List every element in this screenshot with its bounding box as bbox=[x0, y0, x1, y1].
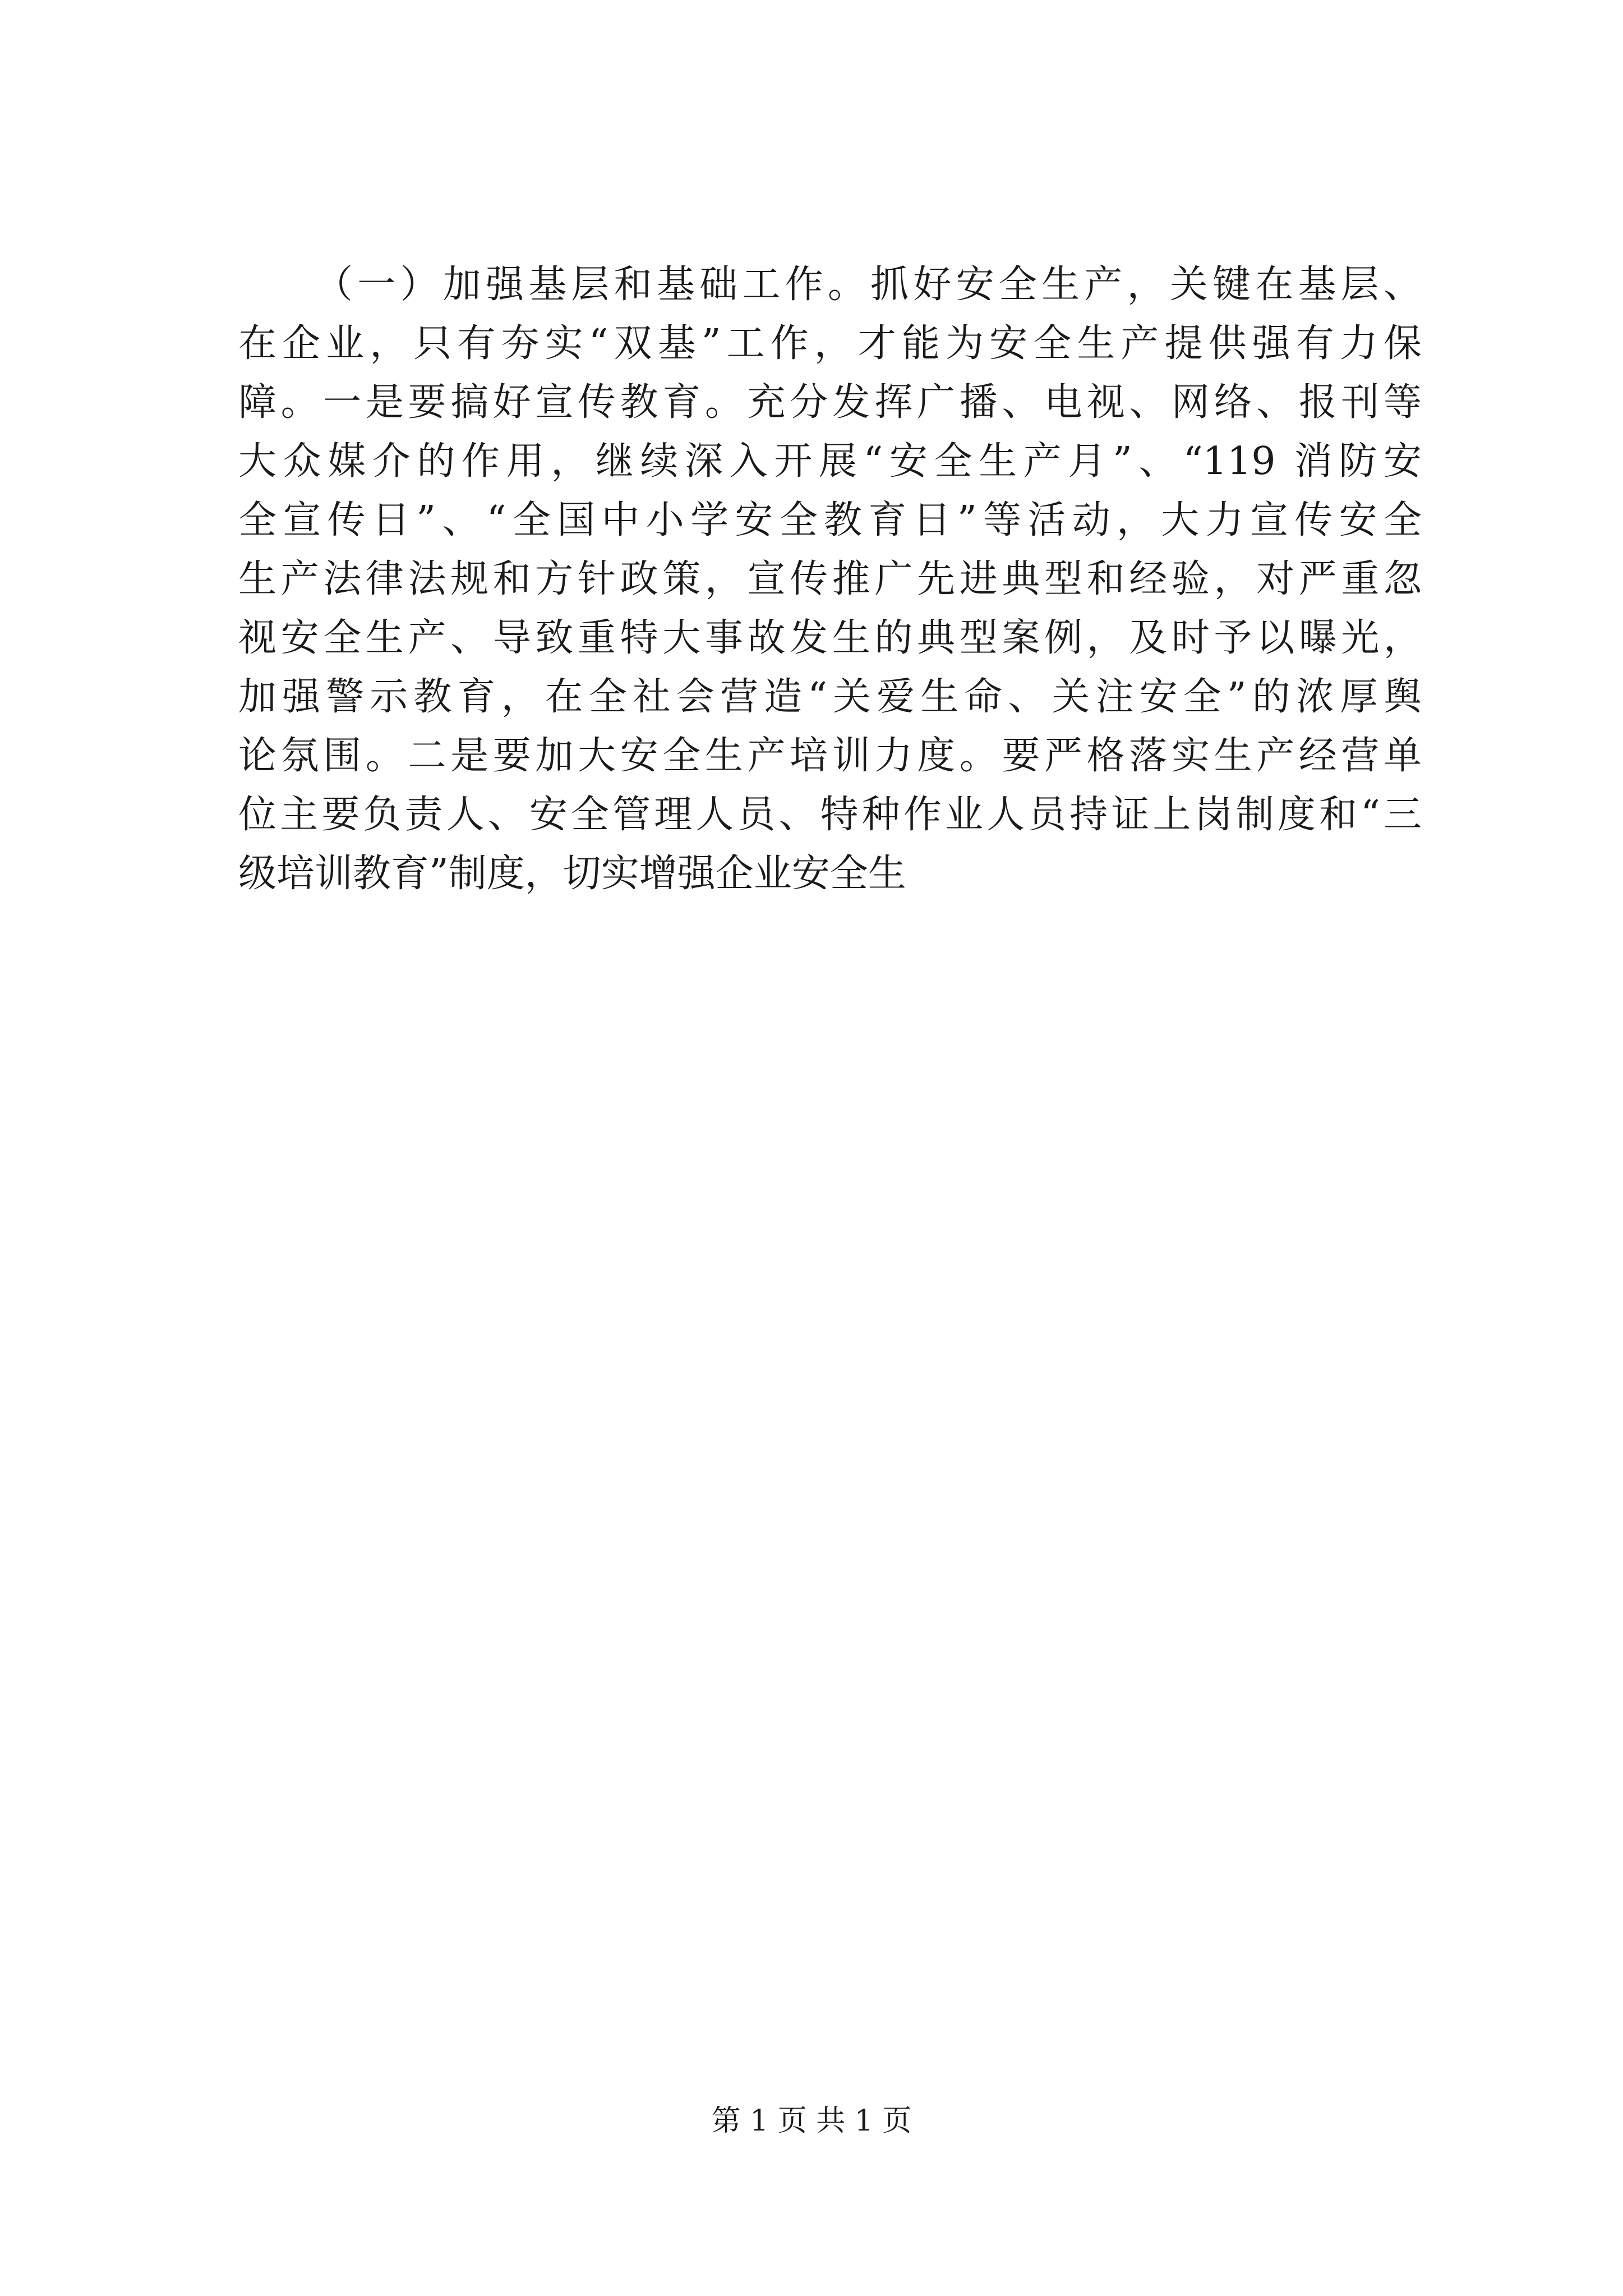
paragraph-line: 障。一是要搞好宣传教育。充分发挥广播、电视、网络、报刊等 bbox=[238, 380, 1422, 425]
paragraph-line: 加强警示教育，在全社会营造“关爱生命、关注安全”的浓厚舆 bbox=[238, 675, 1422, 719]
paragraph-line: 生产法律法规和方针政策，宣传推广先进典型和经验，对严重忽 bbox=[238, 557, 1422, 601]
paragraph-line: 视安全生产、导致重特大事故发生的典型案例，及时予以曝光， bbox=[238, 616, 1422, 660]
page-footer: 第 1 页 共 1 页 bbox=[711, 2104, 912, 2138]
paragraph-line: （一）加强基层和基础工作。抓好安全生产，关键在基层、 bbox=[315, 263, 1422, 307]
paragraph-line: 大众媒介的作用，继续深入开展“安全生产月”、“119 消防安 bbox=[238, 439, 1422, 484]
body-paragraph bbox=[238, 255, 1422, 903]
paragraph-line: 位主要负责人、安全管理人员、特种作业人员持证上岗制度和“三 bbox=[238, 793, 1422, 837]
paragraph-line: 论氛围。二是要加大安全生产培训力度。要严格落实生产经营单 bbox=[238, 734, 1422, 778]
paragraph-line: 级培训教育”制度，切实增强企业安全生 bbox=[238, 852, 906, 896]
paragraph-line: 全宣传日”、“全国中小学安全教育日”等活动，大力宣传安全 bbox=[238, 498, 1422, 542]
paragraph-line: 在企业，只有夯实“双基”工作，才能为安全生产提供强有力保 bbox=[238, 321, 1422, 366]
